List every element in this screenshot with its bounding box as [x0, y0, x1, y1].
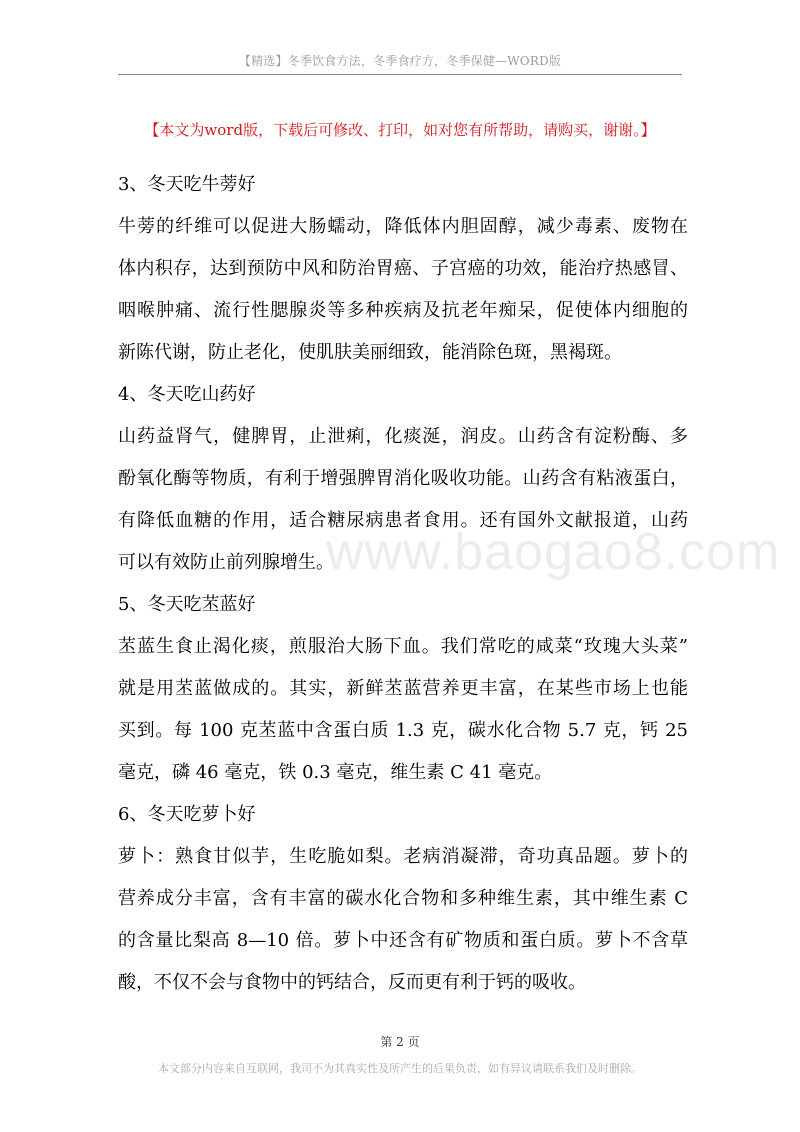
paragraph-line: 山药益肾气，健脾胃，止泄痢，化痰涎，润皮。山药含有淀粉酶、多	[118, 426, 688, 447]
paragraph-line: 苤蓝生食止渴化痰，煎服治大肠下血。我们常吃的咸菜“玫瑰大头菜”	[118, 636, 688, 657]
paragraph-line: 就是用苤蓝做成的。其实，新鲜苤蓝营养更丰富，在某些市场上也能	[118, 678, 688, 699]
header-divider	[118, 74, 682, 75]
paragraph-line: 毫克，磷 46 毫克，铁 0.3 毫克，维生素 C 41 毫克。	[118, 762, 553, 783]
section-title: 4、冬天吃山药好	[118, 384, 256, 405]
document-body	[118, 164, 688, 1004]
paragraph-line: 体内积存，达到预防中风和防治胃癌、子宫癌的功效，能治疗热感冒、	[118, 258, 688, 279]
page-number: 第 2 页	[380, 1035, 420, 1049]
paragraph-line: 牛蒡的纤维可以促进大肠蠕动，降低体内胆固醇，减少毒素、废物在	[118, 216, 688, 237]
paragraph-line: 买到。每 100 克苤蓝中含蛋白质 1.3 克，碳水化合物 5.7 克，钙 25	[118, 720, 688, 741]
watermark: www.baogao8.com	[326, 523, 781, 581]
paragraph-line: 的含量比梨高 8—10 倍。萝卜中还含有矿物质和蛋白质。萝卜不含草	[118, 930, 688, 951]
paragraph-line: 萝卜：熟食甘似芋，生吃脆如梨。老病消凝滞，奇功真品题。萝卜的	[118, 846, 688, 867]
section-title: 3、冬天吃牛蒡好	[118, 174, 256, 195]
purchase-notice: 【本文为word版，下载后可修改、打印，如对您有所帮助，请购买，谢谢。】	[144, 121, 656, 139]
section-title: 5、冬天吃苤蓝好	[118, 594, 256, 615]
section-title: 6、冬天吃萝卜好	[118, 804, 256, 825]
paragraph-line: 酸，不仅不会与食物中的钙结合，反而更有利于钙的吸收。	[118, 972, 586, 993]
paragraph-line: 有降低血糖的作用，适合糖尿病患者食用。还有国外文献报道，山药	[118, 510, 688, 531]
paragraph-line: 新陈代谢，防止老化，使肌肤美丽细致，能消除色斑，黑褐斑。	[118, 342, 622, 363]
paragraph-line: 酚氧化酶等物质，有利于增强脾胃消化吸收功能。山药含有粘液蛋白，	[118, 468, 688, 489]
disclaimer: 本文部分内容来自互联网，我司不为其真实性及所产生的后果负责，如有异议请联系我们及时删除。	[158, 1062, 642, 1075]
paragraph-line: 营养成分丰富，含有丰富的碳水化合物和多种维生素，其中维生素 C	[118, 888, 688, 909]
paragraph-line: 咽喉肿痛、流行性腮腺炎等多种疾病及抗老年痴呆，促使体内细胞的	[118, 300, 688, 321]
paragraph-line: 可以有效防止前列腺增生。	[118, 552, 334, 573]
page-header: 【精选】冬季饮食方法，冬季食疗方，冬季保健—WORD版	[238, 54, 562, 68]
